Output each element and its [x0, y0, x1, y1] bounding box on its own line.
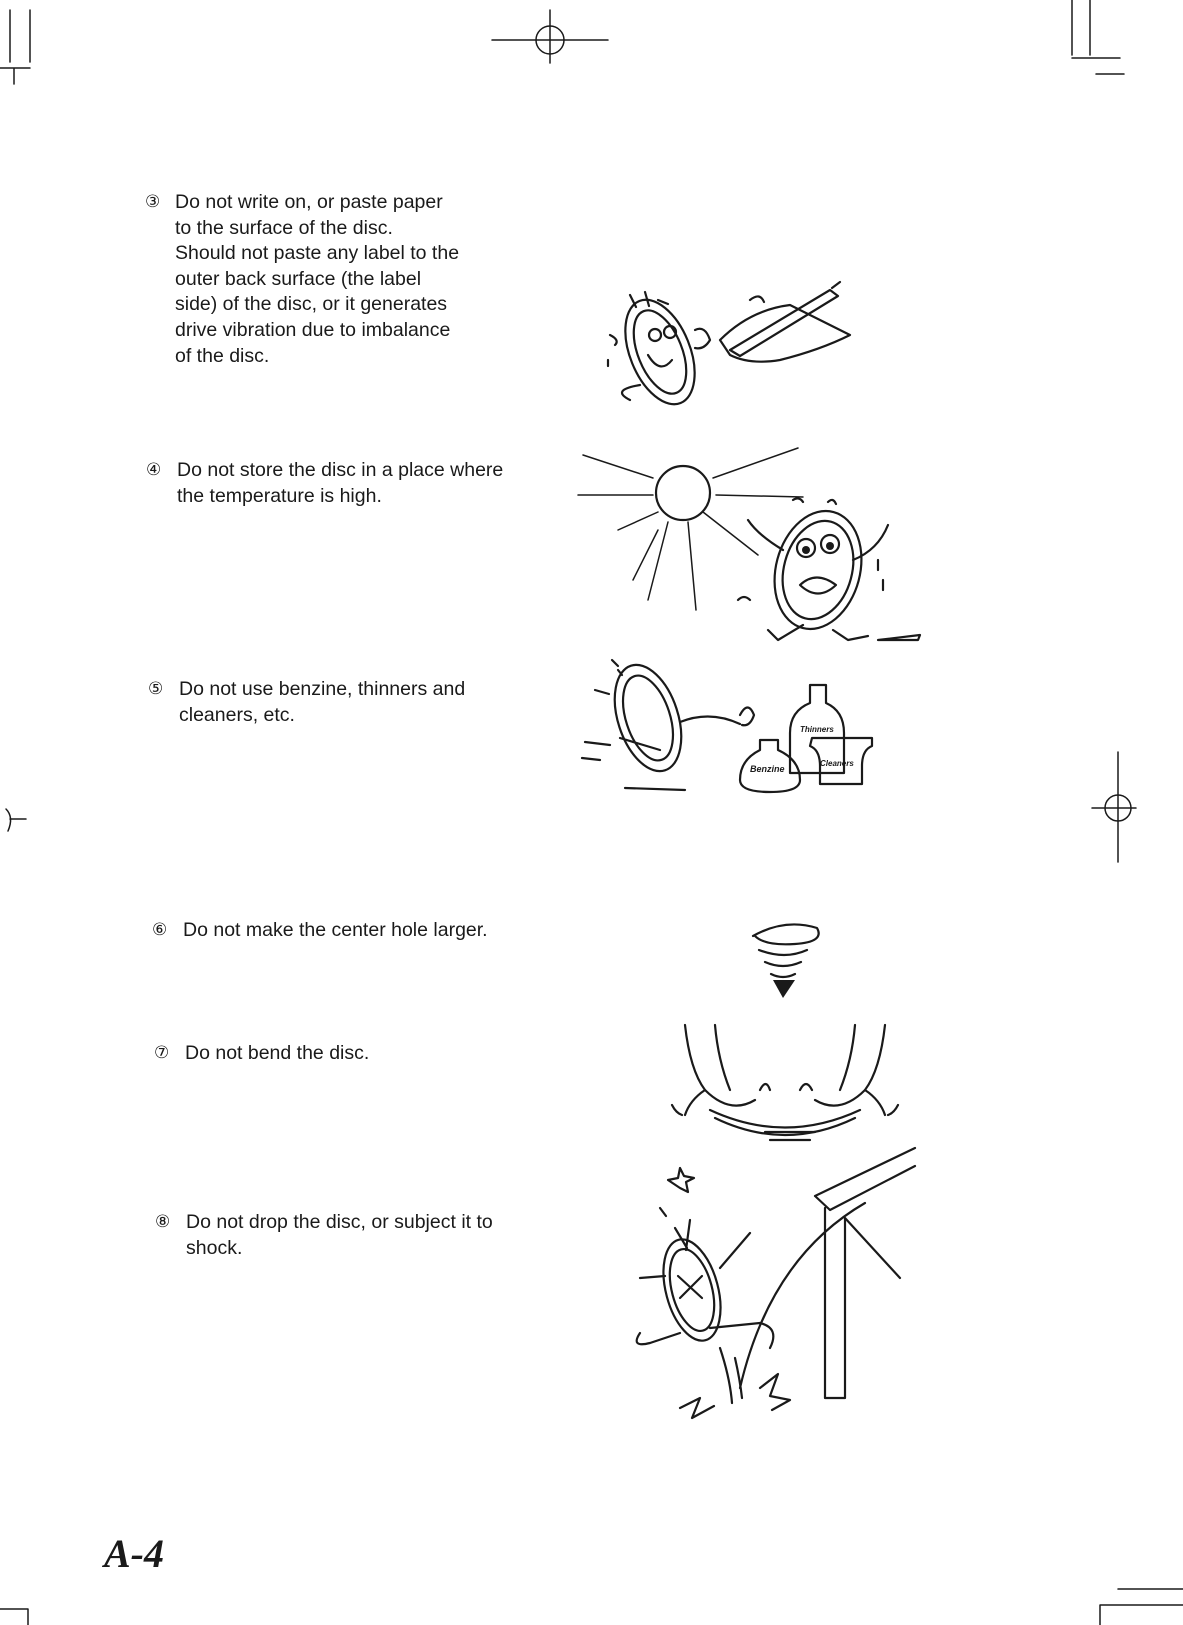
precaution-item-8 [155, 1210, 575, 1261]
crop-mark-top-left [0, 0, 40, 90]
crop-mark-bottom-right [1090, 1585, 1183, 1625]
cleaners-label: Cleaners [820, 759, 854, 768]
illustration-disc-drop [620, 1148, 920, 1438]
crop-mark-bottom-left [0, 1605, 40, 1625]
registration-mark-top [490, 5, 610, 65]
precaution-item-6 [152, 918, 532, 944]
item-text: Do not write on, or paste paper to the surface of the disc. Should not paste any label to the outer back surface (the label side) of the disc, or it generates drive vibration due to imbalance of the disc. [175, 191, 460, 367]
illustration-disc-bending [660, 1020, 910, 1150]
item-number: ③ [145, 192, 161, 212]
precaution-item-4 [146, 458, 566, 509]
illustration-disc-writing [600, 280, 870, 420]
precaution-item-5 [148, 677, 528, 728]
item-number: ⑦ [154, 1043, 170, 1063]
precaution-item-3 [145, 190, 505, 369]
precaution-item-7 [154, 1041, 534, 1067]
registration-mark-left [2, 805, 32, 835]
item-number: ⑧ [155, 1212, 171, 1232]
illustration-disc-chemicals [590, 650, 880, 800]
illustration-center-hole [745, 918, 825, 1008]
crop-mark-top-right [1060, 0, 1130, 90]
item-number: ④ [146, 460, 162, 480]
item-text: Do not bend the disc. [185, 1042, 370, 1064]
item-number: ⑥ [152, 920, 168, 940]
registration-mark-right [1088, 750, 1138, 865]
item-text: Do not make the center hole larger. [183, 919, 488, 941]
item-number: ⑤ [148, 679, 164, 699]
item-text: Do not drop the disc, or subject it to shock. [186, 1211, 493, 1259]
item-text: Do not store the disc in a place where the temperature is high. [177, 459, 504, 507]
page-number: A-4 [104, 1531, 164, 1576]
item-text: Do not use benzine, thinners and cleaners, etc. [179, 678, 466, 726]
illustration-disc-heat [578, 440, 928, 660]
thinners-label: Thinners [800, 725, 834, 734]
benzine-label: Benzine [750, 764, 785, 774]
